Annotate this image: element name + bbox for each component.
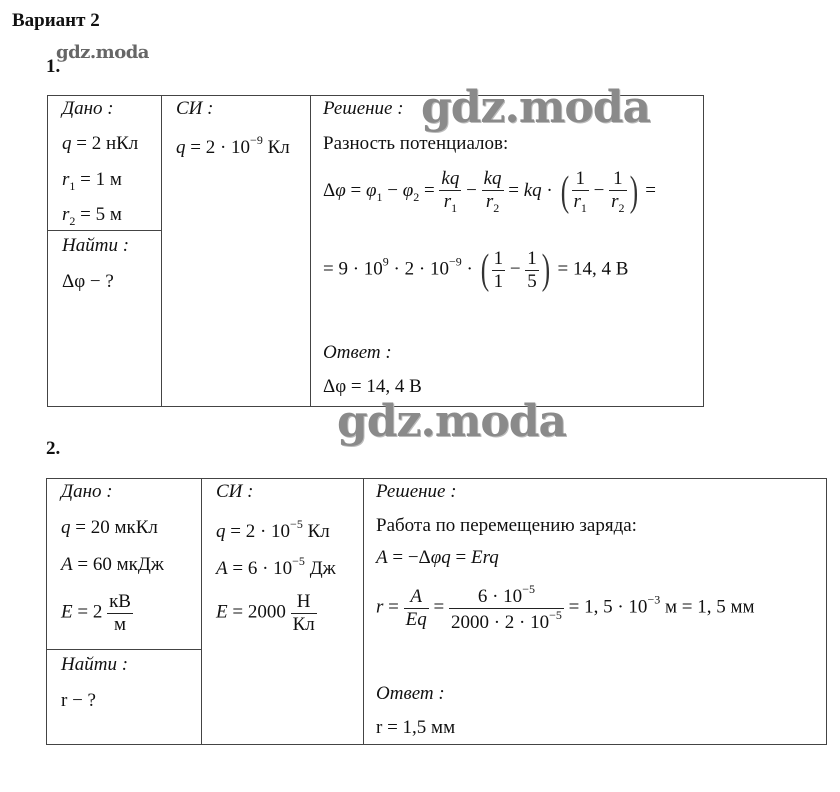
- watermark-top: gdz.moda: [421, 82, 651, 133]
- task2-given-label: Дано: [61, 481, 102, 502]
- task2-formula-1: A = −Δφq = Erq: [376, 547, 499, 568]
- task1-given-q: q = 2 нКл: [62, 133, 139, 154]
- task2-given-e: E = 2 $\frac{кВ}{м}$: [61, 591, 131, 635]
- task2-find: r − ?: [61, 690, 96, 711]
- task2-answer-label: Ответ: [376, 683, 434, 704]
- task1-given-cell: Дано : q = 2 нКл $r_1 = 1$ м $r_2 = 5$ м: [48, 96, 162, 231]
- task1-solution-label: Решение: [323, 98, 393, 119]
- page-title: Вариант 2: [12, 10, 100, 31]
- task1-answer: Δφ = 14, 4 В: [323, 376, 422, 397]
- task2-given-a: A = 60 мкДж: [61, 554, 164, 575]
- task1-find-cell: Найти : Δφ − ?: [48, 231, 162, 407]
- task1-find-label: Найти: [62, 235, 118, 256]
- task1-si-q: $q = 2 \cdot 10^{-9}$ Кл: [176, 133, 290, 158]
- task2-answer: r = 1,5 мм: [376, 717, 456, 738]
- task1-given-label: Дано: [62, 98, 103, 119]
- task1-solution-intro: Разность потенциалов:: [323, 133, 509, 154]
- task2-solution-label: Решение: [376, 481, 446, 502]
- task2-solution-cell: Решение : Работа по перемещению заряда: A = −Δφq = Erq r = $\frac{A}{Eq}$ = $\frac{6 \cdot 10^{-5}}{2000 \cdot 2 \cdot 10^{-5}}$ = 1, $5 \cdot 10^{-3}$ м = 1, 5 мм Ответ : r = 1,5 мм: [364, 479, 827, 745]
- watermark-middle: gdz.moda: [337, 396, 567, 447]
- task2-formula-2: r = $\frac{A}{Eq}$ = $\frac{6 \cdot 10^{-5}}{2000 \cdot 2 \cdot 10^{-5}}$ = 1, $5 \cdot 10^{-3}$ м = 1, 5 мм: [376, 582, 755, 633]
- task1-si-label: СИ: [176, 98, 203, 119]
- task1-answer-label: Ответ: [323, 342, 381, 363]
- task2-si-e: E = 2000 $\frac{Н}{Кл}$: [216, 591, 315, 635]
- task2-si-label: СИ: [216, 481, 243, 502]
- task1-si-cell: СИ : $q = 2 \cdot 10^{-9}$ Кл: [162, 96, 311, 407]
- task2-table: [46, 478, 827, 745]
- task1-find: Δφ − ?: [62, 271, 114, 292]
- task2-si-cell: СИ : $q = 2 \cdot 10^{-5}$ Кл $A = 6 \cdot 10^{-5}$ Дж E = 2000 $\frac{Н}{Кл}$: [202, 479, 364, 745]
- task2-given-cell: Дано : q = 20 мкКл A = 60 мкДж E = 2 $\frac{кВ}{м}$: [47, 479, 202, 650]
- task1-formula-2: = $9 \cdot 10^9 \cdot 2 \cdot 10^{-9}$ · ( $\frac{1}{1}$ − $\frac{1}{5}$ ) = 14, 4 В: [323, 247, 629, 294]
- task2-given-q: q = 20 мкКл: [61, 517, 158, 538]
- task2-si-q: $q = 2 \cdot 10^{-5}$ Кл: [216, 517, 330, 542]
- task1-solution-cell: Решение : Разность потенциалов: $\Delta\varphi = \varphi_1 - \varphi_2$ = $\frac{kq}{r_1}$ − $\frac{kq}{r_2}$ = kq · ( $\frac{1}{r_1}$ − $\frac{1}{r_2}$ ) = = $9 \cdot 10^9 \cdot 2 \cdot 10^{-9}$ · ( $\frac{1}{1}$ − $\frac{1}{5}$ ) = 14, 4 В Ответ : Δφ = 14, 4 В: [311, 96, 704, 407]
- task1-number: 1.: [46, 56, 61, 77]
- task1-table: [47, 95, 704, 407]
- task2-solution-intro: Работа по перемещению заряда:: [376, 515, 637, 536]
- task2-si-a: $A = 6 \cdot 10^{-5}$ Дж: [216, 554, 336, 579]
- watermark-small: gdz.moda: [56, 42, 149, 63]
- task1-given-r1: $r_1 = 1$ м: [62, 169, 122, 193]
- task1-given-r2: $r_2 = 5$ м: [62, 204, 122, 228]
- task1-formula-1: $\Delta\varphi = \varphi_1 - \varphi_2$ = $\frac{kq}{r_1}$ − $\frac{kq}{r_2}$ = kq · ( $\frac{1}{r_1}$ − $\frac{1}{r_2}$ ) =: [323, 168, 656, 215]
- task2-find-label: Найти: [61, 654, 117, 675]
- task2-number: 2.: [46, 438, 61, 459]
- task2-find-cell: Найти : r − ?: [47, 650, 202, 745]
